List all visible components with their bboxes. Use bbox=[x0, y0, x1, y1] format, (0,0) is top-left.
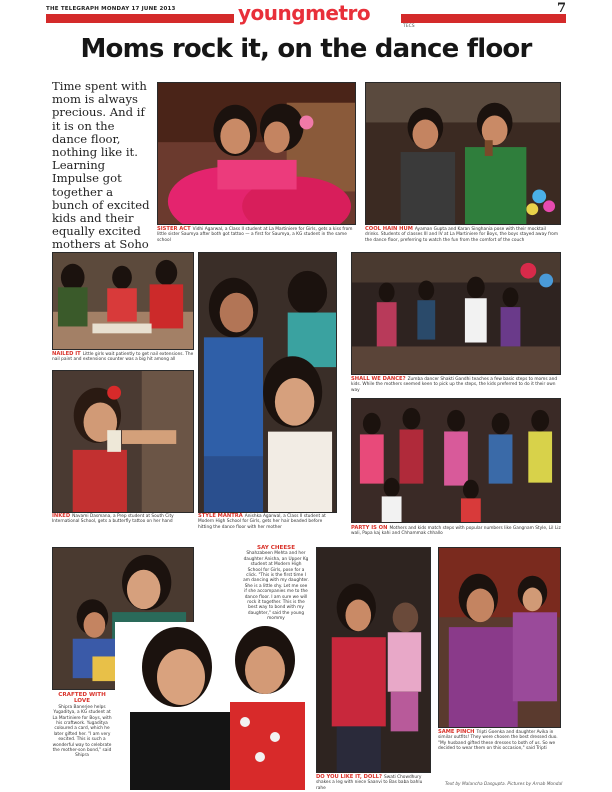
header-red-bar-left bbox=[46, 14, 234, 23]
caption-head: PARTY IS ON bbox=[351, 525, 388, 531]
caption-body: Shahzabeen Mehta and her daughter Anisha, an Upper Kg student at Modern High School for Girls, pose for a click. "This is the first time I am dancing with my daughter. She is a little shy. Let me see if she accompanies me to the dance floor. I am sure we will rock it together. This is the best way to bond with my daughter," said the young mommy bbox=[243, 551, 309, 622]
caption-head: DO YOU LIKE IT, DOLL? bbox=[316, 774, 382, 780]
header-red-bar-right bbox=[401, 14, 566, 23]
photo-do-you-like-it bbox=[316, 547, 431, 773]
caption-head: SAY CHEESE bbox=[256, 545, 296, 551]
caption-body: Zumba dancer Shakti Gandhi teaches a few basic steps to moms and kids. While the mothers seemed keen to pick up the steps, the kids preferred to do it their own way bbox=[351, 377, 558, 393]
caption-do-you-like-it bbox=[316, 775, 431, 791]
caption-nailed-it bbox=[52, 352, 194, 363]
photo-sister-act bbox=[157, 82, 356, 225]
photo-same-pinch bbox=[438, 547, 561, 728]
caption-body: Tripti Goenka and daughter Avika in similar outfits! They were chosen the best dressed duo. "My husband gifted these dresses to both of us. So we decided to wear them on this occasion," said Tripti bbox=[438, 730, 558, 752]
caption-head: SISTER ACT bbox=[157, 226, 191, 232]
city-tag: TECS bbox=[403, 24, 415, 29]
caption-party-is-on bbox=[351, 526, 561, 537]
caption-body: Mothers and kids match steps with popular numbers like Gangnam Style, Lil Liz wali, Papa kaj kahi and Chhammak chhallo bbox=[351, 526, 561, 537]
photo-party-is-on bbox=[351, 398, 561, 523]
caption-body: Little girls wait patiently to get nail extensions. The nail paint and extensions counter was a big hit among all bbox=[52, 352, 194, 363]
caption-crafted-with-love bbox=[52, 692, 112, 759]
caption-body: Swati Chowdhury shakes a leg with niece Saanvi to Bas baba bahlu rahe bbox=[316, 775, 423, 791]
caption-head: INKED bbox=[52, 513, 71, 519]
intro-body: Time spent with mom is always precious. And if it is on the dance floor, nothing like it. Learning Impulse got together a bunch of excited kids and their equally excited mothers at Soho bbox=[52, 79, 150, 252]
caption-head: STYLE MANTRA bbox=[198, 513, 243, 519]
caption-body: Navami Dasmana, a Prep student at South City International School, gets a butterfly tattoo on her hand bbox=[52, 514, 174, 525]
section-brand bbox=[238, 2, 370, 24]
caption-body: Ayaman Gupta and Karan Singhania pose with their mocktail drinks. Students of classes III and IV at La Martiniere for Boys, the boys stayed away from the dance floor, preferring to watch the fun from the comfort of the couch bbox=[365, 227, 559, 243]
caption-head: CRAFTED WITH LOVE bbox=[58, 692, 106, 705]
brand-young: young bbox=[238, 1, 306, 25]
photo-cool-hain-hum bbox=[365, 82, 561, 225]
caption-style-mantra bbox=[198, 514, 337, 530]
caption-shall-we-dance bbox=[351, 377, 561, 393]
caption-cool-hain-hum bbox=[365, 227, 561, 243]
caption-body: Shipra Banerjee helps Yugaditya, a KG student at La Martiniere for Boys, with his craftwork. Yugaditya coloured a card, which he later gifted her. "I am very excited. This is such a wonderful way to celebrate the mother-son bond," said Shipra bbox=[52, 704, 112, 759]
caption-head: NAILED IT bbox=[52, 351, 81, 357]
page-number: 7 bbox=[556, 1, 566, 16]
photo-inked bbox=[52, 370, 194, 513]
photo-shall-we-dance bbox=[351, 252, 561, 375]
headline: Moms rock it, on the dance floor bbox=[80, 34, 532, 64]
brand-metro: metro bbox=[305, 1, 371, 25]
caption-sister-act bbox=[157, 227, 356, 243]
masthead: THE TELEGRAPH MONDAY 17 JUNE 2013 bbox=[46, 6, 176, 12]
photo-nailed-it bbox=[52, 252, 194, 350]
caption-say-cheese bbox=[243, 545, 309, 622]
caption-inked bbox=[52, 514, 194, 525]
page-header bbox=[46, 2, 566, 32]
photo-style-mantra bbox=[198, 252, 337, 513]
photo-credit: Text by Malancha Dasgupta. Pictures by Arnab Mondal bbox=[445, 782, 563, 787]
caption-body: Anishka Agarwal, a Class II student at Modern High School for Girls, gets her hair beaded before hitting the dance floor with her mother bbox=[198, 514, 326, 530]
caption-body: Vidhi Agarwal, a Class II student at La Martiniere for Girls, gets a kiss from little sister Saumya after both got tattoo — a first for Saumya, a KG student in the same school bbox=[157, 227, 353, 243]
caption-head: SHALL WE DANCE? bbox=[351, 376, 406, 382]
caption-head: SAME PINCH bbox=[438, 729, 475, 735]
photo-say-cheese bbox=[115, 622, 310, 790]
caption-head: COOL HAIN HUM bbox=[365, 226, 413, 232]
caption-same-pinch bbox=[438, 730, 561, 752]
